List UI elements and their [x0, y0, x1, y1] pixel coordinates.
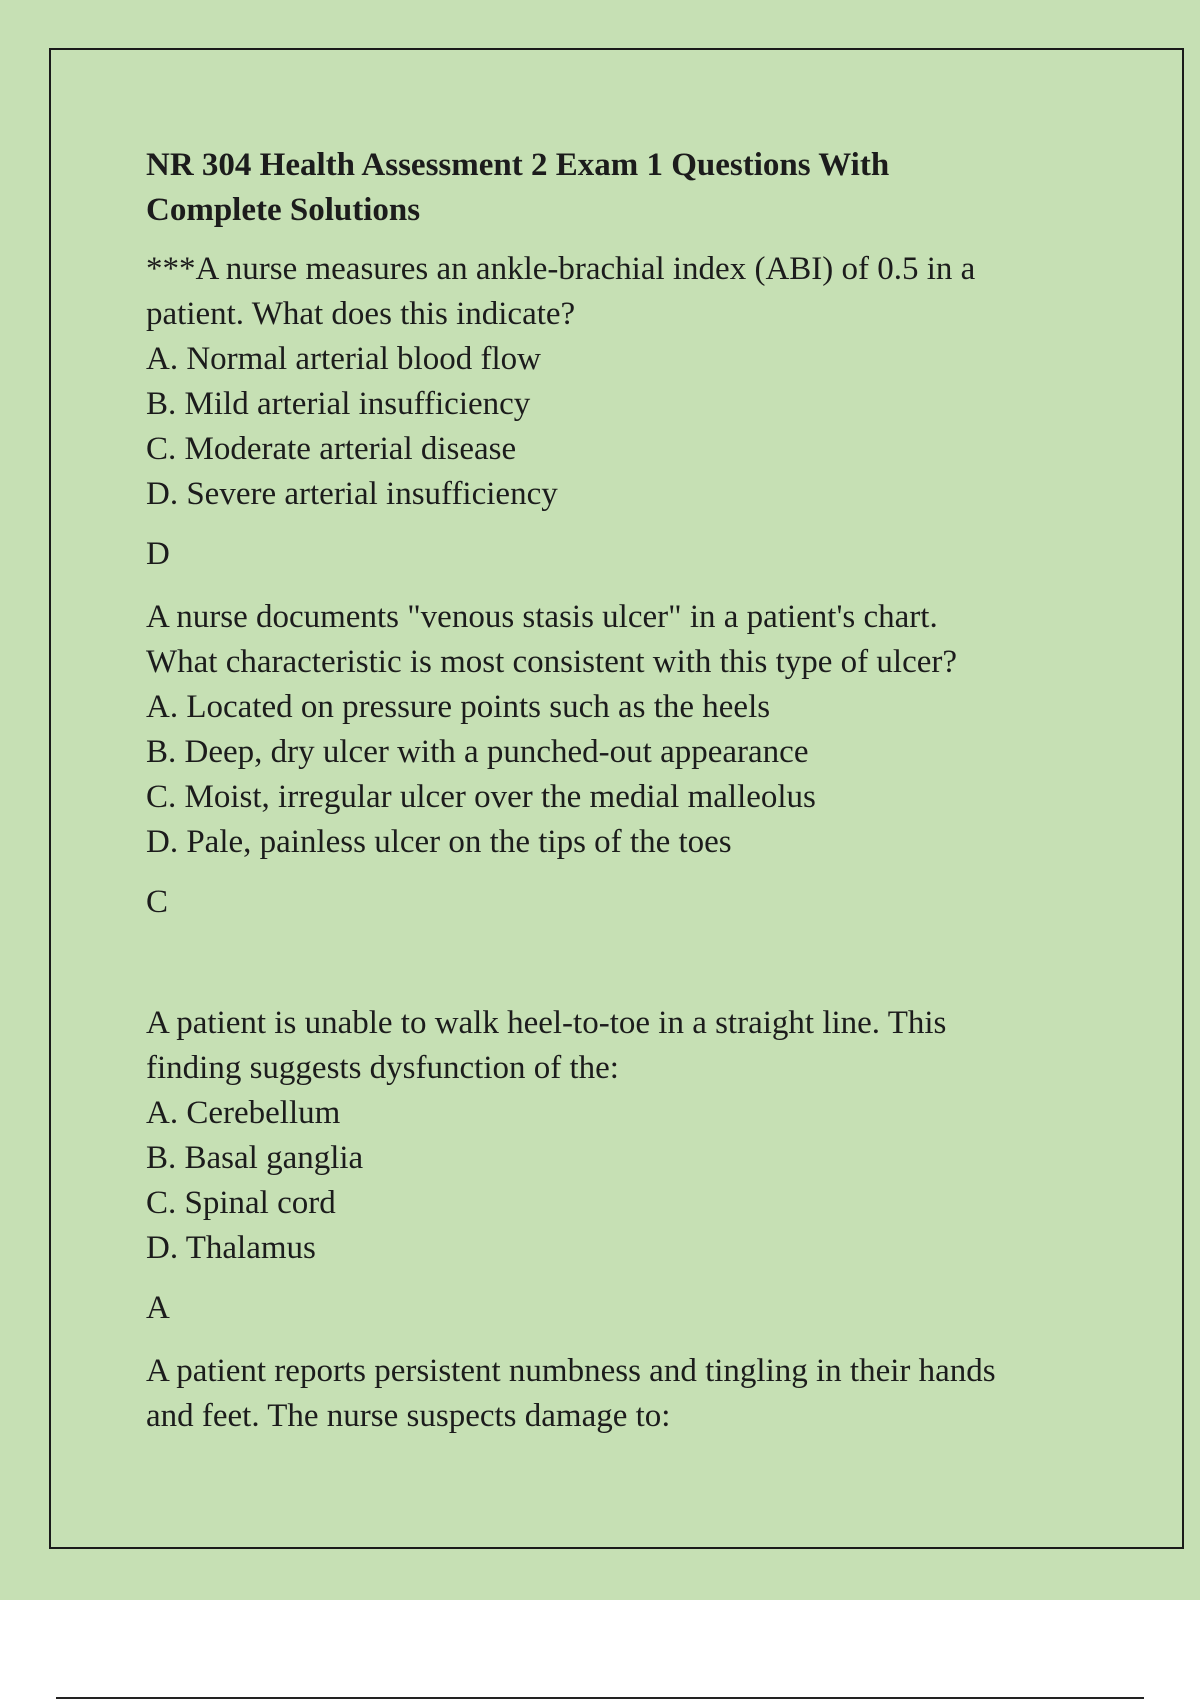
question-3-option-a: A. Cerebellum: [146, 1095, 341, 1131]
footer-divider: [56, 1697, 1144, 1699]
question-2-option-d: D. Pale, painless ulcer on the tips of the toes: [146, 824, 732, 860]
question-1: [146, 247, 1106, 577]
question-1-option-c: C. Moderate arterial disease: [146, 431, 517, 467]
document-content: [146, 143, 1106, 1439]
question-3-stem-line-2: finding suggests dysfunction of the:: [146, 1050, 619, 1086]
question-2-stem-line-1: A nurse documents "venous stasis ulcer" in a patient's chart.: [146, 599, 938, 635]
question-3-option-c: C. Spinal cord: [146, 1185, 336, 1221]
question-2-option-b: B. Deep, dry ulcer with a punched-out appearance: [146, 734, 809, 770]
question-1-option-d: D. Severe arterial insufficiency: [146, 476, 558, 512]
question-1-stem-line-1: ***A nurse measures an ankle-brachial index (ABI) of 0.5 in a: [146, 251, 976, 287]
question-2-option-a: A. Located on pressure points such as the heels: [146, 689, 771, 725]
question-4-stem-line-2: and feet. The nurse suspects damage to:: [146, 1398, 671, 1434]
title-line-2: Complete Solutions: [146, 192, 421, 228]
question-1-option-a: A. Normal arterial blood flow: [146, 341, 541, 377]
question-2: [146, 595, 1106, 925]
question-2-stem-line-2: What characteristic is most consistent with this type of ulcer?: [146, 644, 958, 680]
question-4-stem-line-1: A patient reports persistent numbness and tingling in their hands: [146, 1353, 996, 1389]
question-2-answer: C: [146, 884, 169, 920]
question-3-option-d: D. Thalamus: [146, 1230, 316, 1266]
question-1-answer: D: [146, 536, 170, 572]
document-title: [146, 143, 1106, 233]
question-3: [146, 1001, 1106, 1331]
question-4: [146, 1349, 1106, 1439]
question-3-answer: A: [146, 1290, 170, 1326]
title-line-1: NR 304 Health Assessment 2 Exam 1 Questions With: [146, 147, 890, 183]
question-3-option-b: B. Basal ganglia: [146, 1140, 364, 1176]
question-1-stem-line-2: patient. What does this indicate?: [146, 296, 576, 332]
question-3-stem-line-1: A patient is unable to walk heel-to-toe in a straight line. This: [146, 1005, 947, 1041]
question-2-option-c: C. Moist, irregular ulcer over the medial malleolus: [146, 779, 816, 815]
question-1-option-b: B. Mild arterial insufficiency: [146, 386, 531, 422]
